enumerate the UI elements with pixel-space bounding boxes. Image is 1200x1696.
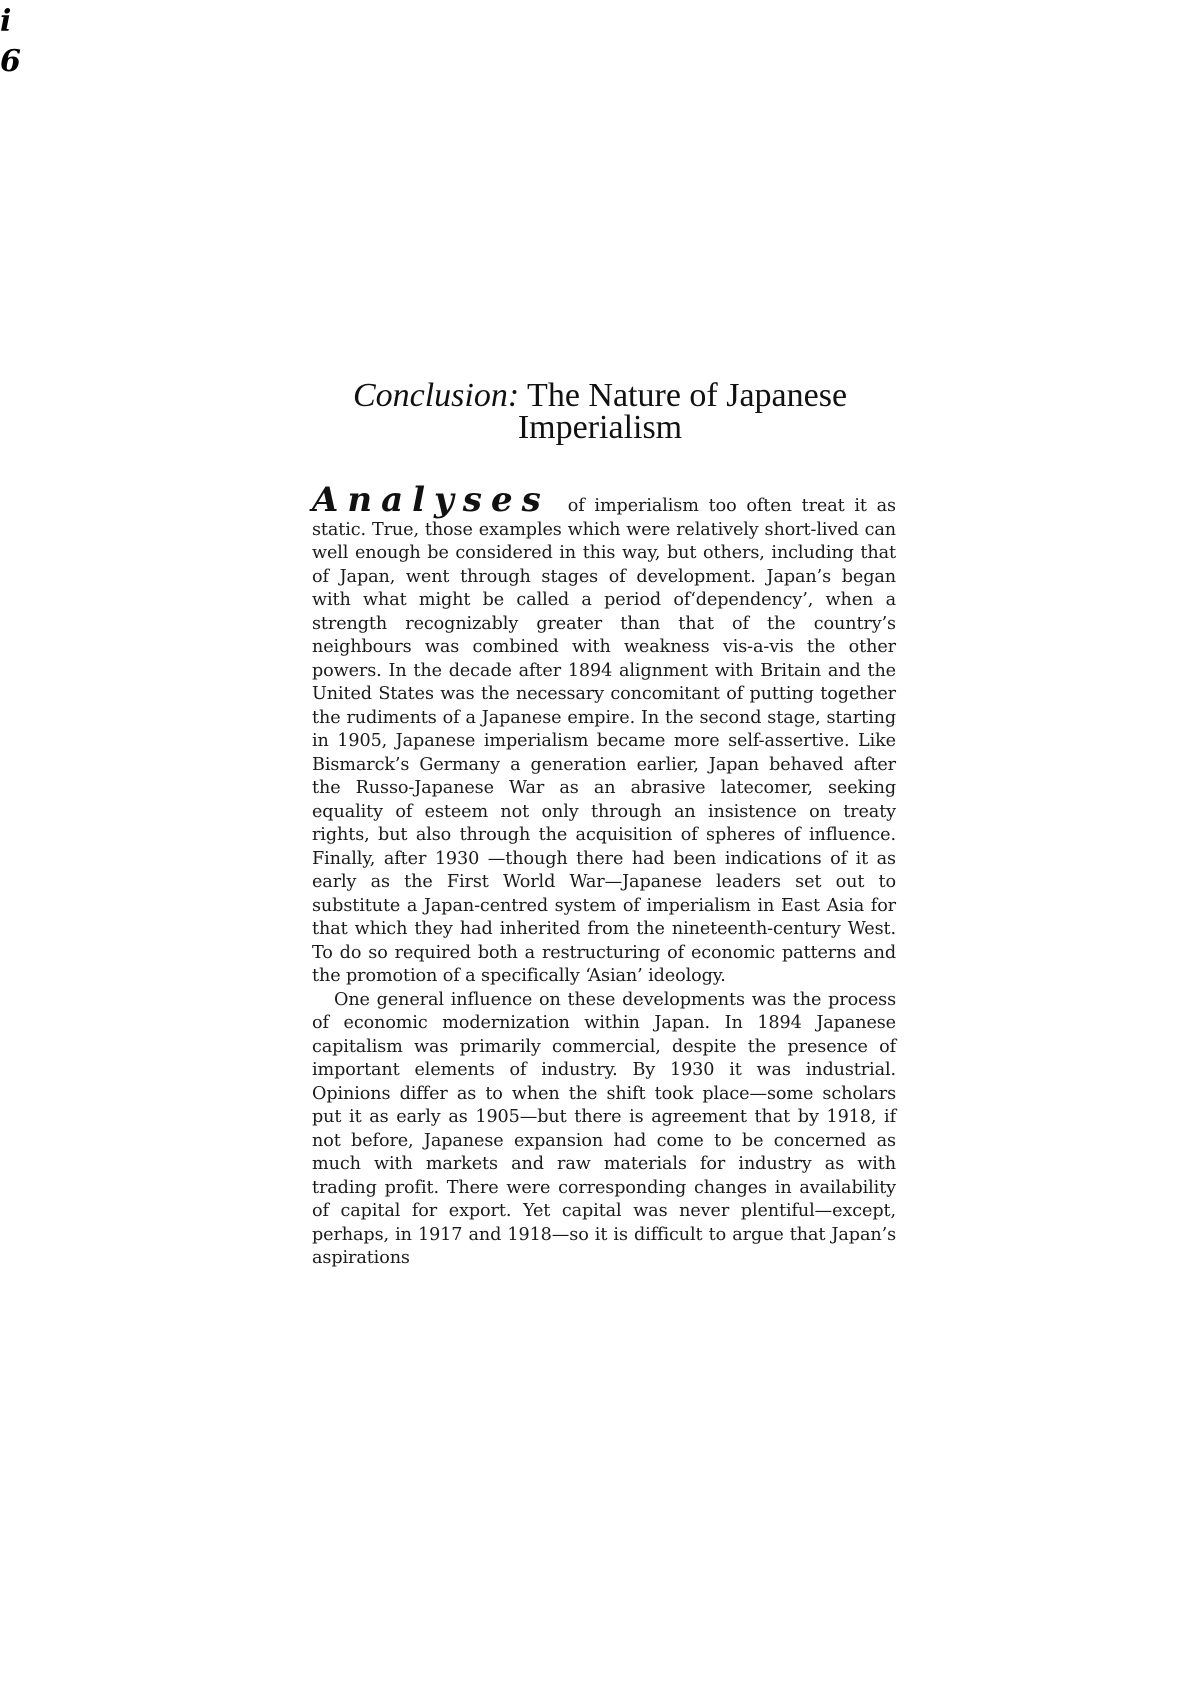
- paragraph-1-text: of imperialism too often treat it as static. True, those examples which were relatively short-lived can well enough be considered in this way, but others, including that of Japan, went through stages of development. Japan’s began with what might be called a period of‘dependency’, when a strength recognizably greater than that of the country’s neighbours was combined with weakness vis-a-vis the other powers. In the decade after 1894 alignment with Britain and the United States was the necessary concomitant of putting together the rudiments of a Japanese empire. In the second stage, starting in 1905, Japanese imperialism became more self-assertive. Like Bismarck’s Germany a generation earlier, Japan behaved after the Russo-Japanese War as an abrasive latecomer, seeking equality of esteem not only through an insistence on treaty rights, but also through the acquisition of spheres of influence. Finally, after 1930 —though there had been indications of it as early as the First World War—Japanese leaders set out to substitute a Japan-centred system of imperialism in East Asia for that which they had inherited from the nineteenth-century West. To do so required both a restructuring of economic patterns and the promotion of a specifically ‘Asian’ ideology.: [312, 496, 896, 986]
- chapter-title-main: The Nature of Japanese: [527, 377, 848, 414]
- chapter-title-label: Conclusion:: [352, 377, 520, 414]
- chapter-title: [300, 377, 900, 446]
- chapter-marker: [0, 2, 21, 82]
- chapter-body: [312, 480, 896, 1271]
- chapter-marker-number: 6: [0, 44, 21, 79]
- paragraph-2: One general influence on these developments was the process of economic modernization within Japan. In 1894 Japanese capitalism was primarily commercial, despite the presence of important elements of industry. By 1930 it was industrial. Opinions differ as to when the shift took place—some scholars put it as early as 1905—but there is agreement that by 1918, if not before, Japanese expansion had come to be concerned as much with markets and raw materials for industry as with trading profit. There were corresponding changes in availability of capital for export. Yet capital was never plentiful—except, perhaps, in 1917 and 1918—so it is difficult to argue that Japan’s aspirations: [312, 989, 896, 1268]
- paragraph-1: [312, 480, 896, 989]
- chapter-title-second-line: Imperialism: [517, 409, 683, 446]
- chapter-marker-letter: i: [0, 4, 12, 39]
- opening-word: Analyses: [312, 480, 550, 520]
